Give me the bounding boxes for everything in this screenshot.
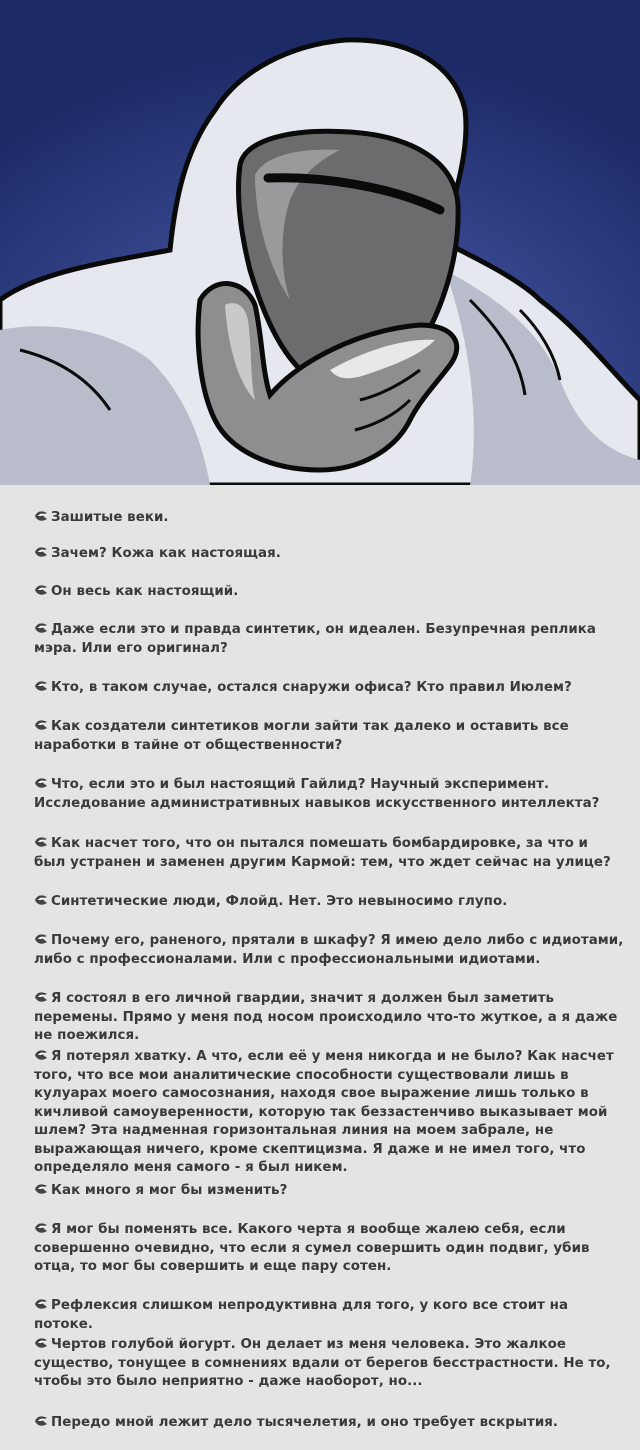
monologue-text: Кто, в таком случае, остался снаружи офиса? Кто правил Июлем?	[51, 680, 572, 695]
speech-arrow-icon	[34, 719, 48, 731]
speech-arrow-icon	[34, 836, 48, 848]
speech-arrow-icon	[34, 584, 48, 596]
speech-arrow-icon	[34, 510, 48, 522]
monologue-text: Рефлексия слишком непродуктивна для того, у кого все стоит на потоке.	[34, 1298, 569, 1332]
monologue-line	[34, 835, 624, 872]
speech-arrow-icon	[34, 1049, 48, 1061]
monologue-line	[34, 1297, 624, 1334]
monologue-line	[34, 545, 624, 564]
monologue-text: Я мог бы поменять все. Какого черта я вообще жалею себя, если совершенно очевидно, что если я сумел совершить один подвиг, убив отца, то мог бы совершить и еще пару сотен.	[34, 1222, 590, 1274]
speech-arrow-icon	[34, 933, 48, 945]
speech-arrow-icon	[34, 546, 48, 558]
monologue-line	[34, 1048, 624, 1178]
monologue-text: Чертов голубой йогурт. Он делает из меня человека. Это жалкое существо, тонущее в сомнениях вдали от берегов бесстрастности. Не то, чтобы это было неприятно - даже наоборот, но...	[34, 1337, 611, 1389]
speech-arrow-icon	[34, 777, 48, 789]
monologue-line	[34, 1182, 624, 1201]
illustration	[0, 0, 640, 485]
monologue-line	[34, 583, 624, 602]
monologue-line	[34, 990, 624, 1046]
helmet-figure-illustration	[0, 0, 640, 485]
monologue-line	[34, 509, 624, 528]
monologue-line	[34, 718, 624, 755]
monologue-text: Я потерял хватку. А что, если её у меня никогда и не было? Как насчет того, что все мои аналитические способности существовали лишь в кулуарах моего самосознания, находя свое выражение лишь только в кичливой самоуверенности, которую так беззастенчиво выказывает мой шлем? Эта надменная горизонтальная линия на моем забрале, не выражающая ничего, кроме скептицизма. Я даже и не имел того, что определяло меня самого - я был никем.	[34, 1049, 614, 1175]
speech-arrow-icon	[34, 1222, 48, 1234]
speech-arrow-icon	[34, 680, 48, 692]
speech-arrow-icon	[34, 1298, 48, 1310]
monologue-line	[34, 1336, 624, 1392]
monologue-line	[34, 893, 624, 912]
monologue-line	[34, 621, 624, 658]
monologue-text: Передо мной лежит дело тысячелетия, и оно требует вскрытия.	[51, 1415, 559, 1430]
monologue-line	[34, 1414, 624, 1433]
speech-arrow-icon	[34, 894, 48, 906]
speech-arrow-icon	[34, 622, 48, 634]
monologue-text: Он весь как настоящий.	[51, 584, 239, 599]
speech-arrow-icon	[34, 1183, 48, 1195]
monologue-text: Что, если это и был настоящий Гайлид? Научный эксперимент. Исследование административных навыков искусственного интеллекта?	[34, 777, 600, 811]
monologue-line	[34, 776, 624, 813]
monologue-text: Зачем? Кожа как настоящая.	[51, 546, 281, 561]
monologue-line	[34, 932, 624, 969]
monologue-text: Почему его, раненого, прятали в шкафу? Я имею дело либо с идиотами, либо с профессионалами. Или с профессиональными идиотами.	[34, 933, 624, 967]
monologue-text: Как создатели синтетиков могли зайти так далеко и оставить все наработки в тайне от общественности?	[34, 719, 569, 753]
monologue-line	[34, 1221, 624, 1277]
monologue-text: Как много я мог бы изменить?	[51, 1183, 288, 1198]
monologue-text: Синтетические люди, Флойд. Нет. Это невыносимо глупо.	[51, 894, 508, 909]
monologue-panel	[0, 485, 640, 1450]
monologue-text: Даже если это и правда синтетик, он идеален. Безупречная реплика мэра. Или его оригинал?	[34, 622, 596, 656]
monologue-text: Зашитые веки.	[51, 510, 169, 525]
monologue-text: Как насчет того, что он пытался помешать бомбардировке, за что и был устранен и заменен другим Кармой: тем, что ждет сейчас на улице?	[34, 836, 611, 870]
speech-arrow-icon	[34, 991, 48, 1003]
monologue-text: Я состоял в его личной гвардии, значит я должен был заметить перемены. Прямо у меня под носом происходило что-то жуткое, а я даже не поежился.	[34, 991, 618, 1043]
speech-arrow-icon	[34, 1415, 48, 1427]
monologue-line	[34, 679, 624, 698]
speech-arrow-icon	[34, 1337, 48, 1349]
